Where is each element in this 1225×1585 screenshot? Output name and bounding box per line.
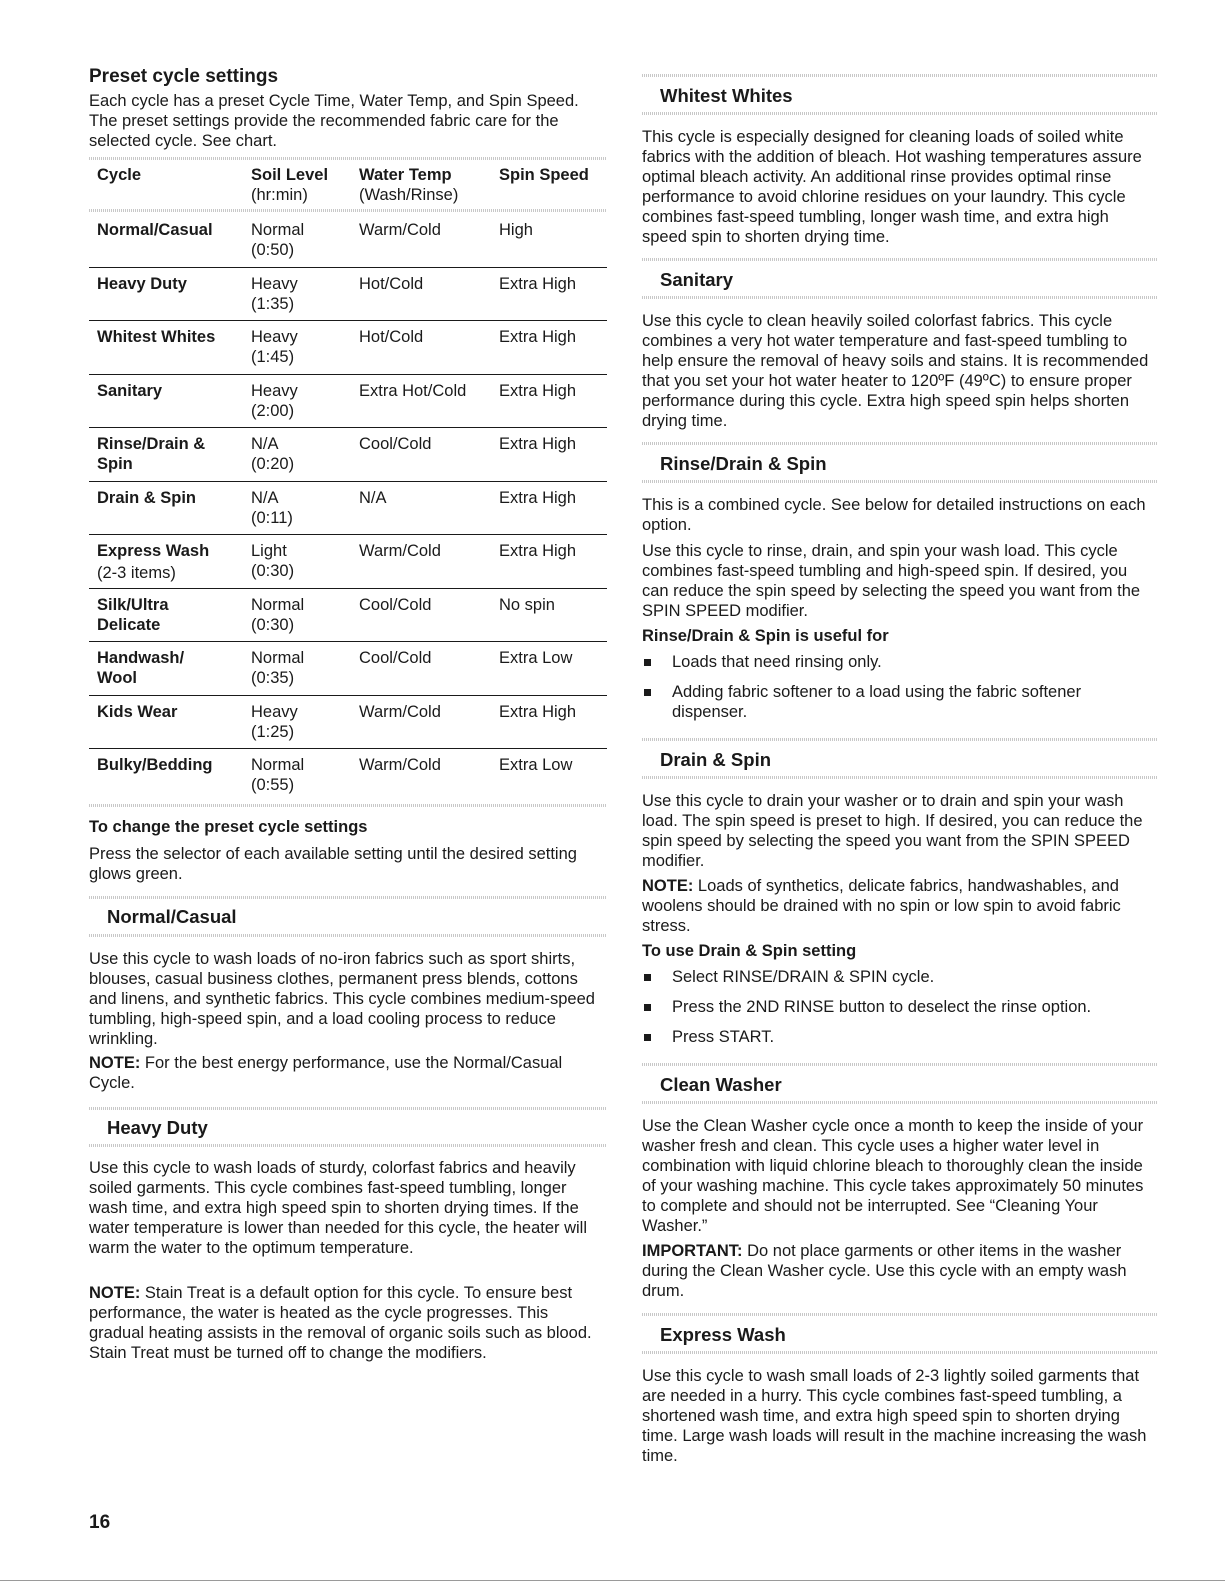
drain-bullet-1: Select RINSE/DRAIN & SPIN cycle. xyxy=(672,968,935,986)
normal-casual-note xyxy=(89,1053,605,1093)
table-cell-time: (0:11) xyxy=(251,509,293,527)
clean-washer-title: Clean Washer xyxy=(660,1074,782,1095)
table-cell-soil-level: Normal xyxy=(251,221,305,239)
table-cell-cycle: Express Wash xyxy=(97,542,210,560)
rinse-text-1: This is a combined cycle. See below for detailed instructions on each option. xyxy=(642,496,1146,534)
whitest-bottom-rule xyxy=(642,112,1158,115)
table-cell-soil-level: Normal xyxy=(251,649,305,667)
table-cell-spin-speed: Extra Low xyxy=(499,756,573,774)
table-cell-spin-speed: No spin xyxy=(499,596,555,614)
rinse-bullet-2: Adding fabric softener to a load using the fabric softener dispenser. xyxy=(672,683,1082,721)
table-cell-cycle: Silk/Ultra xyxy=(97,596,169,614)
table-cell-spin-speed: Extra High xyxy=(499,328,577,346)
important-text: Do not place garments or other items in the washer during the Clean Washer cycle. Use this cycle with an empty wash drum. xyxy=(642,1242,1127,1300)
note-text: Stain Treat is a default option for this cycle. To ensure best performance, the water is heated as the cycle progresses. This gradual heating assists in the removal of organic soils such as blood. Stain Treat must be turned off to change the modifiers. xyxy=(89,1284,592,1362)
change-settings-text: Press the selector of each available setting until the desired setting glows green. xyxy=(89,845,577,883)
table-cell-cycle: Sanitary xyxy=(97,382,163,400)
table-cell-water-temp: N/A xyxy=(359,489,387,507)
table-cell-cycle: Heavy Duty xyxy=(97,275,187,293)
table-cell-spin-speed: Extra High xyxy=(499,703,577,721)
table-row-divider xyxy=(89,374,607,375)
table-cell-water-temp: Extra Hot/Cold xyxy=(359,382,467,400)
table-cell-soil-level: Light xyxy=(251,542,287,560)
note-text: Loads of synthetics, delicate fabrics, handwashables, and woolens should be drained with no spin or low spin to avoid fabric stress. xyxy=(642,877,1121,935)
table-cell-soil-level: Heavy xyxy=(251,382,298,400)
table-cell-soil-level: Normal xyxy=(251,596,305,614)
normal-top-rule xyxy=(89,896,607,899)
bullet-icon xyxy=(644,1004,651,1011)
heavy-duty-title: Heavy Duty xyxy=(107,1117,208,1138)
table-cell-time: (0:55) xyxy=(251,776,295,794)
table-cell-time: (1:35) xyxy=(251,295,295,313)
table-cell-cycle: Drain & Spin xyxy=(97,489,197,507)
header-water-temp-sub: (Wash/Rinse) xyxy=(359,186,459,204)
header-soil-level-sub: (hr:min) xyxy=(251,186,308,204)
rinse-top-rule xyxy=(642,442,1158,445)
express-wash-title: Express Wash xyxy=(660,1324,786,1345)
table-cell-spin-speed: Extra High xyxy=(499,542,577,560)
table-cell-spin-speed: Extra High xyxy=(499,275,577,293)
header-cycle: Cycle xyxy=(97,166,142,184)
table-bottom-rule xyxy=(89,804,607,807)
clean-washer-text: Use the Clean Washer cycle once a month to keep the inside of your washer fresh and clean. This cycle uses a higher water level in combination with liquid chlorine bleach to thoroughly clean the inside of your washing machine. This cycle takes approximately 50 minutes to complete and should not be interrupted. See “Cleaning Your Washer.” xyxy=(642,1117,1144,1235)
page-bottom-rule xyxy=(0,1580,1225,1581)
table-cell-water-temp: Cool/Cold xyxy=(359,435,432,453)
table-cell-cycle: Rinse/Drain & xyxy=(97,435,206,453)
rinse-bottom-rule xyxy=(642,480,1158,483)
heavy-duty-note xyxy=(89,1283,605,1363)
table-cell-spin-speed: Extra High xyxy=(499,435,577,453)
table-row-divider xyxy=(89,267,607,268)
bullet-icon xyxy=(644,974,651,981)
table-cell-spin-speed: Extra High xyxy=(499,489,577,507)
bullet-icon xyxy=(644,659,651,666)
heavy-top-rule xyxy=(89,1107,607,1110)
rinse-bullet-1: Loads that need rinsing only. xyxy=(672,653,882,671)
drain-spin-title: Drain & Spin xyxy=(660,749,772,770)
table-row-divider xyxy=(89,748,607,749)
table-cell-soil-level: Normal xyxy=(251,756,305,774)
rinse-useful-title: Rinse/Drain & Spin is useful for xyxy=(642,627,889,645)
clean-washer-important xyxy=(642,1241,1158,1301)
drain-spin-text: Use this cycle to drain your washer or to drain and spin your wash load. The spin speed is preset to high. If desired, you can reduce the spin speed by selecting the speed you want from the SPIN SPEED modifier. xyxy=(642,792,1143,870)
table-cell-water-temp: Warm/Cold xyxy=(359,221,441,239)
drain-top-rule xyxy=(642,738,1158,741)
header-spin-speed: Spin Speed xyxy=(499,166,589,184)
table-row-divider xyxy=(89,641,607,642)
table-cell-soil-level: Heavy xyxy=(251,703,298,721)
table-cell-cycle: Normal/Casual xyxy=(97,221,213,239)
table-cell-cycle-line2: (2-3 items) xyxy=(97,564,176,582)
table-cell-water-temp: Cool/Cold xyxy=(359,649,432,667)
change-settings-title: To change the preset cycle settings xyxy=(89,818,368,836)
rinse-drain-spin-title: Rinse/Drain & Spin xyxy=(660,453,827,474)
sanitary-bottom-rule xyxy=(642,296,1158,299)
bullet-icon xyxy=(644,689,651,696)
table-row-divider xyxy=(89,588,607,589)
sanitary-title: Sanitary xyxy=(660,269,734,290)
table-cell-time: (0:30) xyxy=(251,562,295,580)
table-cell-cycle: Whitest Whites xyxy=(97,328,216,346)
table-cell-water-temp: Cool/Cold xyxy=(359,596,432,614)
table-cell-cycle: Bulky/Bedding xyxy=(97,756,213,774)
express-bottom-rule xyxy=(642,1351,1158,1354)
page-number: 16 xyxy=(89,1512,111,1533)
drain-use-title: To use Drain & Spin setting xyxy=(642,942,857,960)
table-row-divider xyxy=(89,320,607,321)
header-soil-level: Soil Level xyxy=(251,166,329,184)
normal-casual-title: Normal/Casual xyxy=(107,906,237,927)
whitest-whites-text: This cycle is especially designed for cleaning loads of soiled white fabrics with the addition of bleach. Hot washing temperatures assure optimal bleach activity. An additional rinse provides optimal rinse performance to avoid chlorine residues on your laundry. This cycle combines fast-speed tumbling, longer wash time, and extra high speed spin to shorten drying time. xyxy=(642,128,1142,246)
table-cell-water-temp: Warm/Cold xyxy=(359,703,441,721)
table-cell-soil-level: Heavy xyxy=(251,328,298,346)
table-cell-water-temp: Hot/Cold xyxy=(359,275,424,293)
table-cell-time: (0:35) xyxy=(251,669,295,687)
normal-bottom-rule xyxy=(89,934,607,937)
table-cell-cycle-line2: Delicate xyxy=(97,616,161,634)
table-cell-water-temp: Warm/Cold xyxy=(359,542,441,560)
table-cell-soil-level: Heavy xyxy=(251,275,298,293)
drain-bottom-rule xyxy=(642,776,1158,779)
table-cell-cycle-line2: Spin xyxy=(97,455,133,473)
table-cell-cycle: Kids Wear xyxy=(97,703,178,721)
table-cell-time: (0:30) xyxy=(251,616,295,634)
table-cell-water-temp: Hot/Cold xyxy=(359,328,424,346)
table-cell-time: (0:50) xyxy=(251,241,295,259)
table-cell-water-temp: Warm/Cold xyxy=(359,756,441,774)
table-row-divider xyxy=(89,481,607,482)
preset-title: Preset cycle settings xyxy=(89,66,279,87)
whitest-whites-title: Whitest Whites xyxy=(660,85,793,106)
note-text: For the best energy performance, use the Normal/Casual Cycle. xyxy=(89,1054,563,1092)
heavy-duty-text: Use this cycle to wash loads of sturdy, colorfast fabrics and heavily soiled garments. This cycle combines fast-speed tumbling, longer wash time, and extra high speed spin to shorten drying times. If the water temperature is lower than needed for this cycle, the heater will warm the water to the optimum temperature. xyxy=(89,1159,587,1257)
table-row-divider xyxy=(89,427,607,428)
normal-casual-text: Use this cycle to wash loads of no-iron fabrics such as sport shirts, blouses, casual business clothes, permanent press blends, cottons and linens, and synthetic fabrics. This cycle combines medium-speed tumbling, high-speed spin, and a load cooling process to reduce wrinkling. xyxy=(89,950,595,1048)
table-cell-spin-speed: Extra Low xyxy=(499,649,573,667)
express-wash-text: Use this cycle to wash small loads of 2-3 lightly soiled garments that are needed in a hurry. This cycle combines fast-speed tumbling, a shortened wash time, and extra high speed spin to shorten drying time. Large wash loads will result in the machine increasing the wash time. xyxy=(642,1367,1147,1465)
table-cell-time: (1:25) xyxy=(251,723,295,741)
table-top-rule xyxy=(89,157,607,160)
express-top-rule xyxy=(642,1313,1158,1316)
table-cell-time: (2:00) xyxy=(251,402,295,420)
note-label: NOTE: xyxy=(89,1054,141,1072)
drain-spin-note xyxy=(642,876,1158,936)
table-cell-time: (0:20) xyxy=(251,455,295,473)
header-water-temp: Water Temp xyxy=(359,166,452,184)
drain-bullet-3: Press START. xyxy=(672,1028,775,1046)
bullet-icon xyxy=(644,1034,651,1041)
clean-top-rule xyxy=(642,1063,1158,1066)
table-cell-soil-level: N/A xyxy=(251,489,279,507)
clean-bottom-rule xyxy=(642,1101,1158,1104)
table-cell-time: (1:45) xyxy=(251,348,295,366)
important-label: IMPORTANT: xyxy=(642,1242,743,1260)
table-cell-cycle: Handwash/ xyxy=(97,649,185,667)
note-label: NOTE: xyxy=(89,1284,141,1302)
sanitary-top-rule xyxy=(642,258,1158,261)
table-row-divider xyxy=(89,534,607,535)
header-rule xyxy=(89,209,607,212)
preset-intro: Each cycle has a preset Cycle Time, Water Temp, and Spin Speed. The preset settings provide the recommended fabric care for the selected cycle. See chart. xyxy=(89,92,579,150)
sanitary-text: Use this cycle to clean heavily soiled colorfast fabrics. This cycle combines a very hot water temperature and fast-speed tumbling to help ensure the removal of heavy soils and stains. It is recommended that you set your hot water heater to 120ºF (49ºC) to ensure proper performance during this cycle. Extra high speed spin helps shorten drying time. xyxy=(642,312,1149,430)
table-cell-soil-level: N/A xyxy=(251,435,279,453)
whitest-top-rule xyxy=(642,74,1158,77)
table-cell-spin-speed: Extra High xyxy=(499,382,577,400)
table-cell-cycle-line2: Wool xyxy=(97,669,138,687)
drain-bullet-2: Press the 2ND RINSE button to deselect the rinse option. xyxy=(672,998,1092,1016)
rinse-text-2: Use this cycle to rinse, drain, and spin your wash load. This cycle combines fast-speed tumbling and high-speed spin. If desired, you can reduce the spin speed by selecting the speed you want from the SPIN SPEED modifier. xyxy=(642,542,1141,620)
table-row-divider xyxy=(89,695,607,696)
heavy-bottom-rule xyxy=(89,1144,607,1147)
note-label: NOTE: xyxy=(642,877,694,895)
table-cell-spin-speed: High xyxy=(499,221,533,239)
